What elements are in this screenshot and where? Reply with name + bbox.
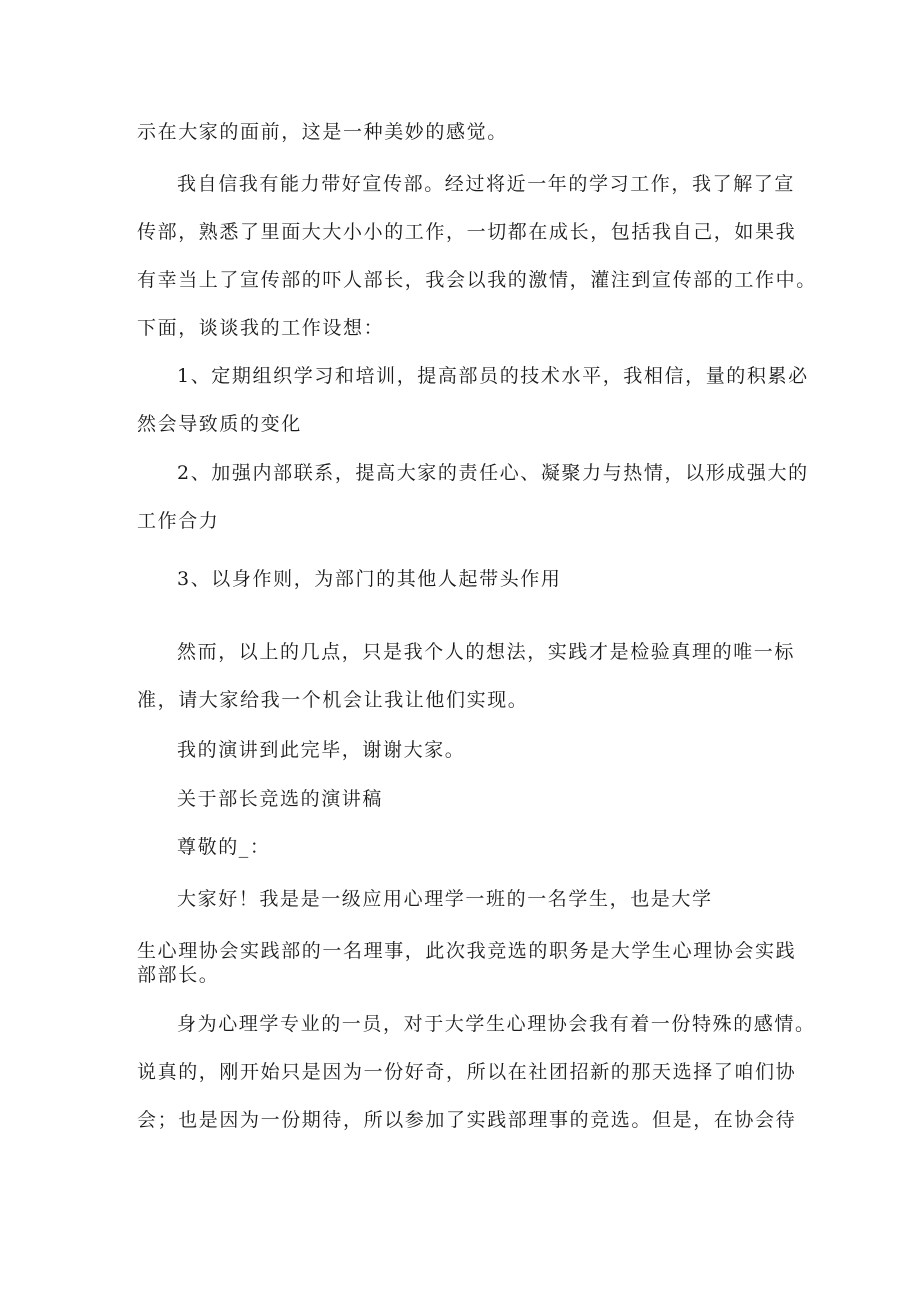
salutation: 尊敬的_： <box>177 836 271 858</box>
document-title: 关于部长竞选的演讲稿 <box>177 788 384 810</box>
paragraph-line-7: 准，请大家给我一个机会让我让他们实现。 <box>137 689 529 711</box>
paragraph-line-12: 说真的，刚开始只是因为一份好奇，所以在社团招新的那天选择了咱们协 <box>137 1061 797 1083</box>
paragraph-line-10: 部部长。 <box>137 964 220 986</box>
list-item-2-line-1: 2、加强内部联系，提高大家的责任心、凝聚力与热情，以形成强大的 <box>177 462 809 484</box>
paragraph-line-4: 有幸当上了宣传部的吓人部长，我会以我的激情，灌注到宣传部的工作中。 <box>137 269 817 291</box>
paragraph-line-8: 大家好！我是是一级应用心理学一班的一名学生，也是大学 <box>177 888 713 910</box>
list-item-3: 3、以身作则，为部门的其他人起带头作用 <box>177 568 562 590</box>
paragraph-line-3: 传部，熟悉了里面大大小小的工作，一切都在成长，包括我自己，如果我 <box>137 221 797 243</box>
list-item-1-line-1: 1、定期组织学习和培训，提高部员的技术水平，我相信，量的积累必 <box>177 365 809 387</box>
paragraph-line-11: 身为心理学专业的一员，对于大学生心理协会我有着一份特殊的感情。 <box>177 1013 816 1035</box>
list-item-1-line-2: 然会导致质的变化 <box>137 413 302 435</box>
list-item-2-line-2: 工作合力 <box>137 510 220 532</box>
paragraph-line-6: 然而，以上的几点，只是我个人的想法，实践才是检验真理的唯一标 <box>177 641 796 663</box>
paragraph-line-1: 示在大家的面前，这是一种美妙的感觉。 <box>137 121 508 143</box>
closing-line: 我的演讲到此完毕，谢谢大家。 <box>177 739 466 761</box>
paragraph-line-2: 我自信我有能力带好宣传部。经过将近一年的学习工作，我了解了宣 <box>177 173 796 195</box>
paragraph-line-13: 会；也是因为一份期待，所以参加了实践部理事的竞选。但是，在协会待 <box>137 1109 797 1131</box>
paragraph-line-9: 生心理协会实践部的一名理事，此次我竞选的职务是大学生心理协会实践 <box>137 940 797 962</box>
paragraph-line-5: 下面，谈谈我的工作设想： <box>137 317 385 339</box>
